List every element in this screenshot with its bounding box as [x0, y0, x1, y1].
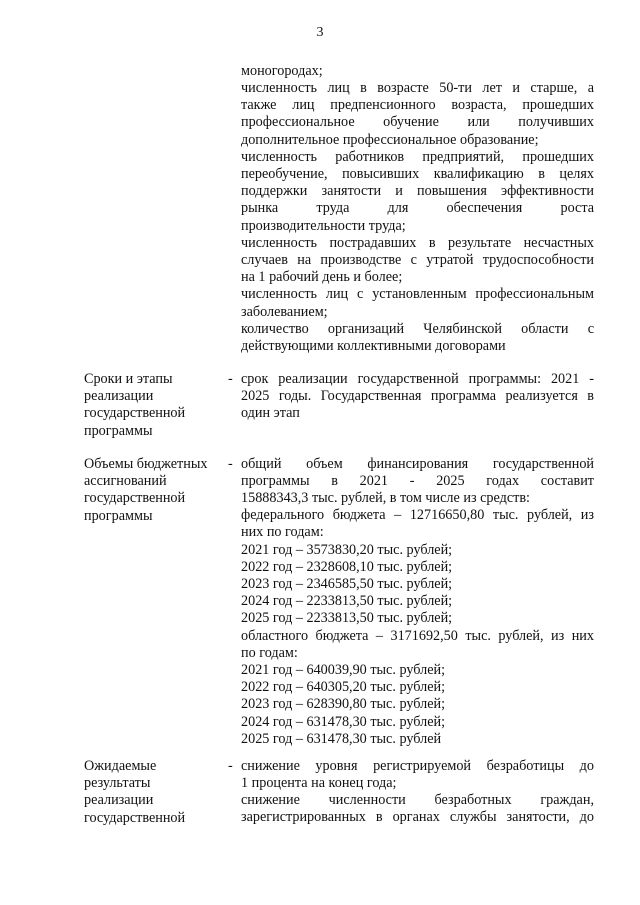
indicators-line: численность пострадавших в результате несчастных [241, 235, 594, 251]
budget-line: 15888343,3 тыс. рублей, в том числе из средств: [241, 490, 530, 506]
indicators-line: переобучение, повысивших квалификацию в целях [241, 166, 594, 182]
timing-label-line: реализации [84, 388, 154, 405]
budget-year-line: 2023 год – 2346585,50 тыс. рублей; [241, 576, 453, 592]
budget-line: них по годам: [241, 524, 324, 540]
results-line: снижение численности безработных граждан, [241, 792, 594, 808]
indicators-line: количество организаций Челябинской области с [241, 321, 594, 337]
results-label [84, 758, 234, 827]
budget-label-line: государственной [84, 490, 186, 507]
indicators-line: численность лиц с установленным профессиональным [241, 286, 594, 302]
results-label-line: государственной [84, 809, 186, 826]
page-number: 3 [316, 25, 324, 40]
timing-label-line: программы [84, 422, 153, 439]
indicators-line: численность лиц в возрасте 50-ти лет и старше, а [241, 80, 594, 96]
results-line: 1 процента на конец года; [241, 775, 397, 791]
budget-line: областного бюджета – 3171692,50 тыс. рублей, из них [241, 628, 594, 644]
budget-line: программы в 2021 - 2025 годах составит [241, 473, 594, 489]
results-dash: - [228, 758, 233, 774]
budget-year-line: 2025 год – 2233813,50 тыс. рублей; [241, 610, 453, 626]
timing-dash: - [228, 371, 233, 387]
budget-label-line: ассигнований [84, 473, 167, 490]
budget-year-line: 2023 год – 628390,80 тыс. рублей; [241, 696, 446, 712]
indicators-line: профессиональное обучение или получивших [241, 114, 594, 130]
indicators-line: поддержки занятости и повышения эффективности [241, 183, 594, 199]
budget-year-line: 2024 год – 2233813,50 тыс. рублей; [241, 593, 453, 609]
timing-line: 2025 годы. Государственная программа реализуется в [241, 388, 594, 404]
budget-line: общий объем финансирования государственной [241, 456, 594, 472]
indicators-line: рынка труда для обеспечения роста [241, 200, 594, 216]
indicators-line: на 1 рабочий день и более; [241, 269, 403, 285]
budget-label-line: Объемы бюджетных [84, 456, 208, 472]
results-line: снижение уровня регистрируемой безработицы до [241, 758, 594, 774]
budget-label-line: программы [84, 507, 153, 524]
indicators-line: также лиц предпенсионного возраста, прошедших [241, 97, 594, 113]
results-label-line: Ожидаемые [84, 758, 157, 774]
timing-label-line: Сроки и этапы [84, 371, 173, 387]
budget-dash: - [228, 456, 233, 472]
budget-year-line: 2021 год – 3573830,20 тыс. рублей; [241, 542, 453, 558]
budget-line: федерального бюджета – 12716650,80 тыс. рублей, из [241, 507, 594, 523]
results-label-line: результаты [84, 775, 151, 792]
timing-label-line: государственной [84, 405, 186, 422]
budget-year-line: 2022 год – 640305,20 тыс. рублей; [241, 679, 446, 695]
indicators-line: заболеванием; [241, 304, 328, 320]
budget-year-line: 2022 год – 2328608,10 тыс. рублей; [241, 559, 453, 575]
timing-line: срок реализации государственной программы: 2021 - [241, 371, 594, 387]
indicators-line: дополнительное профессиональное образование; [241, 132, 539, 148]
budget-year-line: 2021 год – 640039,90 тыс. рублей; [241, 662, 446, 678]
indicators-line: моногородах; [241, 63, 323, 79]
indicators-line: численность работников предприятий, прошедших [241, 149, 594, 165]
indicators-line: действующими коллективными договорами [241, 338, 506, 354]
budget-year-line: 2024 год – 631478,30 тыс. рублей; [241, 714, 446, 730]
indicators-line: производительности труда; [241, 218, 406, 234]
budget-label [84, 456, 234, 525]
indicators-line: случаев на производстве с утратой трудоспособности [241, 252, 594, 268]
results-label-line: реализации [84, 792, 154, 809]
budget-line: по годам: [241, 645, 298, 661]
results-line: зарегистрированных в органах службы занятости, до [241, 809, 594, 825]
timing-line: один этап [241, 405, 300, 421]
budget-year-line: 2025 год – 631478,30 тыс. рублей [241, 731, 442, 747]
timing-label [84, 371, 234, 440]
